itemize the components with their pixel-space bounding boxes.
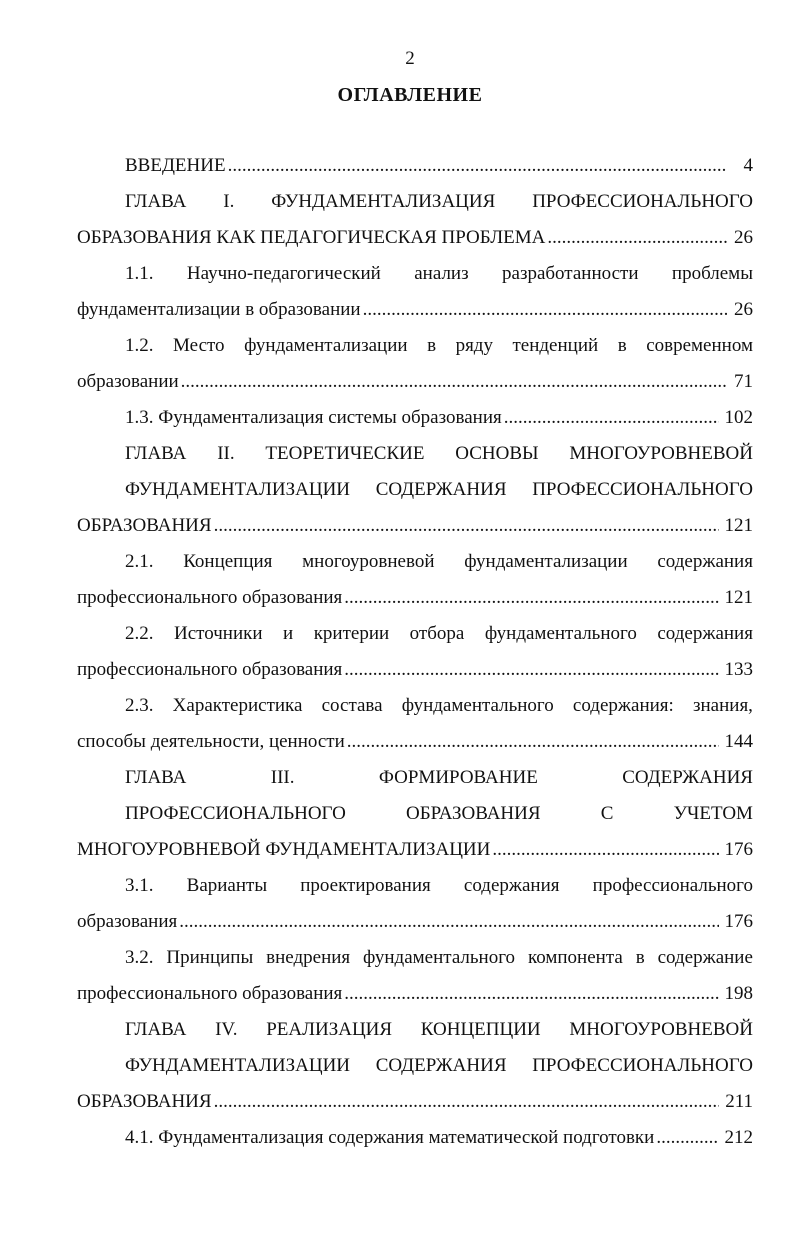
toc-page-number: 26 [734, 227, 753, 248]
toc-entry-title: профессионального образования [77, 983, 343, 1004]
toc-word: I. [223, 191, 235, 212]
toc-entry[interactable] [77, 184, 753, 256]
toc-word: компонента [527, 947, 623, 968]
toc-word: фундаментализации [244, 335, 408, 356]
toc-entry-title: образования [77, 911, 178, 932]
toc-word: ряду [455, 335, 493, 356]
toc-word: 2.3. [125, 695, 154, 716]
toc-word: Источники [174, 623, 263, 644]
toc-word: ГЛАВА [125, 1019, 187, 1040]
toc-line [77, 292, 753, 328]
toc-title: ОГЛАВЛЕНИЕ [337, 84, 483, 106]
dot-leader [363, 292, 727, 328]
toc-line [77, 1120, 753, 1156]
toc-word: многоуровневой [302, 551, 435, 572]
dot-leader [228, 148, 727, 184]
toc-word: IV. [215, 1019, 238, 1040]
toc-page-number: 71 [734, 371, 753, 392]
toc-word: II. [217, 443, 235, 464]
dot-leader [214, 508, 719, 544]
toc-word: ФУНДАМЕНТАЛИЗАЦИИ [125, 1055, 351, 1076]
toc-word: проблемы [671, 263, 753, 284]
toc-word: КОНЦЕПЦИИ [420, 1019, 541, 1040]
toc-word: МНОГОУРОВНЕВОЙ [569, 443, 753, 464]
toc-page-number: 121 [724, 515, 753, 536]
toc-page-number: 211 [725, 1091, 753, 1112]
toc-word: СОДЕРЖАНИЯ [375, 1055, 507, 1076]
toc-word: содержание [657, 947, 753, 968]
toc-word: содержания [657, 551, 753, 572]
toc-word: анализ [414, 263, 469, 284]
toc-page-number: 26 [734, 299, 753, 320]
dot-leader [656, 1120, 718, 1156]
toc-word: тенденций [512, 335, 599, 356]
toc-word: 1.2. [125, 335, 154, 356]
toc-word: проектирования [300, 875, 431, 896]
toc-entry-title: ОБРАЗОВАНИЯ [77, 515, 212, 536]
dot-leader [347, 724, 719, 760]
toc-word: Характеристика [172, 695, 303, 716]
toc-entry[interactable] [77, 940, 753, 1012]
toc-word: Место [173, 335, 225, 356]
toc-entry-title: способы деятельности, ценности [77, 731, 345, 752]
toc-line [77, 832, 753, 868]
toc-entry-title: фундаментализации в образовании [77, 299, 361, 320]
toc-entry-title: ВВЕДЕНИЕ [125, 155, 226, 176]
toc-line [77, 904, 753, 940]
toc-word: содержания: [572, 695, 674, 716]
toc-line [77, 184, 753, 220]
toc-word: СОДЕРЖАНИЯ [375, 479, 507, 500]
dot-leader [181, 364, 727, 400]
toc-word: ПРОФЕССИОНАЛЬНОГО [125, 803, 346, 824]
toc-word: УЧЕТОМ [673, 803, 753, 824]
toc-entry[interactable] [77, 1012, 753, 1120]
toc-line [77, 220, 753, 256]
table-of-contents [77, 148, 753, 1156]
toc-entry-title: 1.3. Фундаментализация системы образования [125, 407, 502, 428]
toc-entry-title: профессионального образования [77, 587, 343, 608]
toc-word: ПРОФЕССИОНАЛЬНОГО [532, 191, 753, 212]
toc-entry[interactable] [77, 1120, 753, 1156]
toc-page-number: 176 [724, 911, 753, 932]
toc-page-number: 133 [724, 659, 753, 680]
toc-entry-title: образовании [77, 371, 179, 392]
toc-line [77, 400, 753, 436]
toc-word: профессионального [592, 875, 753, 896]
dot-leader [547, 220, 727, 256]
toc-word: Принципы [166, 947, 254, 968]
toc-entry-title: ОБРАЗОВАНИЯ [77, 1091, 212, 1112]
toc-word: содержания [463, 875, 560, 896]
dot-leader [344, 652, 718, 688]
toc-line [77, 256, 753, 292]
toc-page-number: 4 [743, 155, 753, 176]
toc-line [77, 796, 753, 832]
toc-word: фундаментального [363, 947, 516, 968]
toc-word: ГЛАВА [125, 443, 187, 464]
toc-word: знания, [693, 695, 753, 716]
toc-line [77, 544, 753, 580]
toc-word: III. [270, 767, 295, 788]
toc-line [77, 508, 753, 544]
toc-entry-title: профессионального образования [77, 659, 343, 680]
toc-line [77, 472, 753, 508]
toc-line [77, 760, 753, 796]
toc-entry[interactable] [77, 148, 753, 184]
toc-line [77, 328, 753, 364]
toc-word: отбора [409, 623, 465, 644]
toc-word: современном [646, 335, 753, 356]
toc-word: ПРОФЕССИОНАЛЬНОГО [532, 1055, 753, 1076]
toc-word: содержания [657, 623, 753, 644]
toc-word: ОБРАЗОВАНИЯ [405, 803, 541, 824]
toc-line [77, 1084, 753, 1120]
dot-leader [179, 904, 718, 940]
toc-page-number: 212 [724, 1127, 753, 1148]
toc-entry[interactable] [77, 256, 753, 328]
toc-word: в [617, 335, 627, 356]
toc-word: в [635, 947, 645, 968]
toc-word: 3.1. [125, 875, 154, 896]
toc-word: Концепция [183, 551, 273, 572]
toc-line [77, 436, 753, 472]
toc-page-number: 198 [724, 983, 753, 1004]
toc-word: критерии [313, 623, 390, 644]
toc-entry[interactable] [77, 400, 753, 436]
toc-word: 3.2. [125, 947, 154, 968]
toc-word: и [283, 623, 294, 644]
toc-word: ГЛАВА [125, 767, 187, 788]
toc-word: ОСНОВЫ [455, 443, 539, 464]
toc-page-number: 121 [724, 587, 753, 608]
toc-line [77, 868, 753, 904]
toc-line [77, 724, 753, 760]
toc-entry[interactable] [77, 868, 753, 940]
toc-page-number: 144 [724, 731, 753, 752]
toc-entry[interactable] [77, 436, 753, 544]
toc-word: 1.1. [125, 263, 154, 284]
toc-line [77, 976, 753, 1012]
toc-word: в [427, 335, 437, 356]
toc-entry[interactable] [77, 328, 753, 400]
toc-word: ФУНДАМЕНТАЛИЗАЦИЯ [271, 191, 496, 212]
toc-line [77, 148, 753, 184]
toc-word: ПРОФЕССИОНАЛЬНОГО [532, 479, 753, 500]
page-number: 2 [405, 48, 415, 69]
toc-word: фундаментального [401, 695, 554, 716]
toc-entry[interactable] [77, 688, 753, 760]
toc-line [77, 364, 753, 400]
toc-line [77, 580, 753, 616]
toc-word: МНОГОУРОВНЕВОЙ [569, 1019, 753, 1040]
toc-line [77, 1012, 753, 1048]
toc-word: Научно-педагогический [186, 263, 381, 284]
toc-word: внедрения [266, 947, 351, 968]
dot-leader [492, 832, 718, 868]
dot-leader [214, 1084, 720, 1120]
toc-line [77, 652, 753, 688]
toc-word: ФОРМИРОВАНИЕ [378, 767, 538, 788]
toc-word: С [600, 803, 614, 824]
toc-page-number: 176 [724, 839, 753, 860]
toc-entry[interactable] [77, 760, 753, 868]
toc-word: ТЕОРЕТИЧЕСКИЕ [265, 443, 425, 464]
toc-word: состава [321, 695, 383, 716]
toc-word: 2.1. [125, 551, 154, 572]
dot-leader [344, 580, 718, 616]
toc-word: фундаментального [484, 623, 637, 644]
toc-entry-title: ОБРАЗОВАНИЯ КАК ПЕДАГОГИЧЕСКАЯ ПРОБЛЕМА [77, 227, 546, 248]
toc-line [77, 940, 753, 976]
toc-line [77, 1048, 753, 1084]
toc-word: СОДЕРЖАНИЯ [622, 767, 753, 788]
toc-line [77, 616, 753, 652]
toc-word: фундаментализации [464, 551, 628, 572]
dot-leader [344, 976, 718, 1012]
toc-page-number: 102 [724, 407, 753, 428]
toc-word: разработанности [502, 263, 639, 284]
toc-word: РЕАЛИЗАЦИЯ [266, 1019, 393, 1040]
toc-entry-title: 4.1. Фундаментализация содержания математической подготовки [125, 1127, 655, 1148]
toc-word: ГЛАВА [125, 191, 187, 212]
toc-word: ФУНДАМЕНТАЛИЗАЦИИ [125, 479, 351, 500]
dot-leader [504, 400, 719, 436]
toc-word: 2.2. [125, 623, 154, 644]
toc-entry-title: МНОГОУРОВНЕВОЙ ФУНДАМЕНТАЛИЗАЦИИ [77, 839, 491, 860]
toc-entry[interactable] [77, 616, 753, 688]
toc-line [77, 688, 753, 724]
toc-entry[interactable] [77, 544, 753, 616]
toc-word: Варианты [186, 875, 268, 896]
